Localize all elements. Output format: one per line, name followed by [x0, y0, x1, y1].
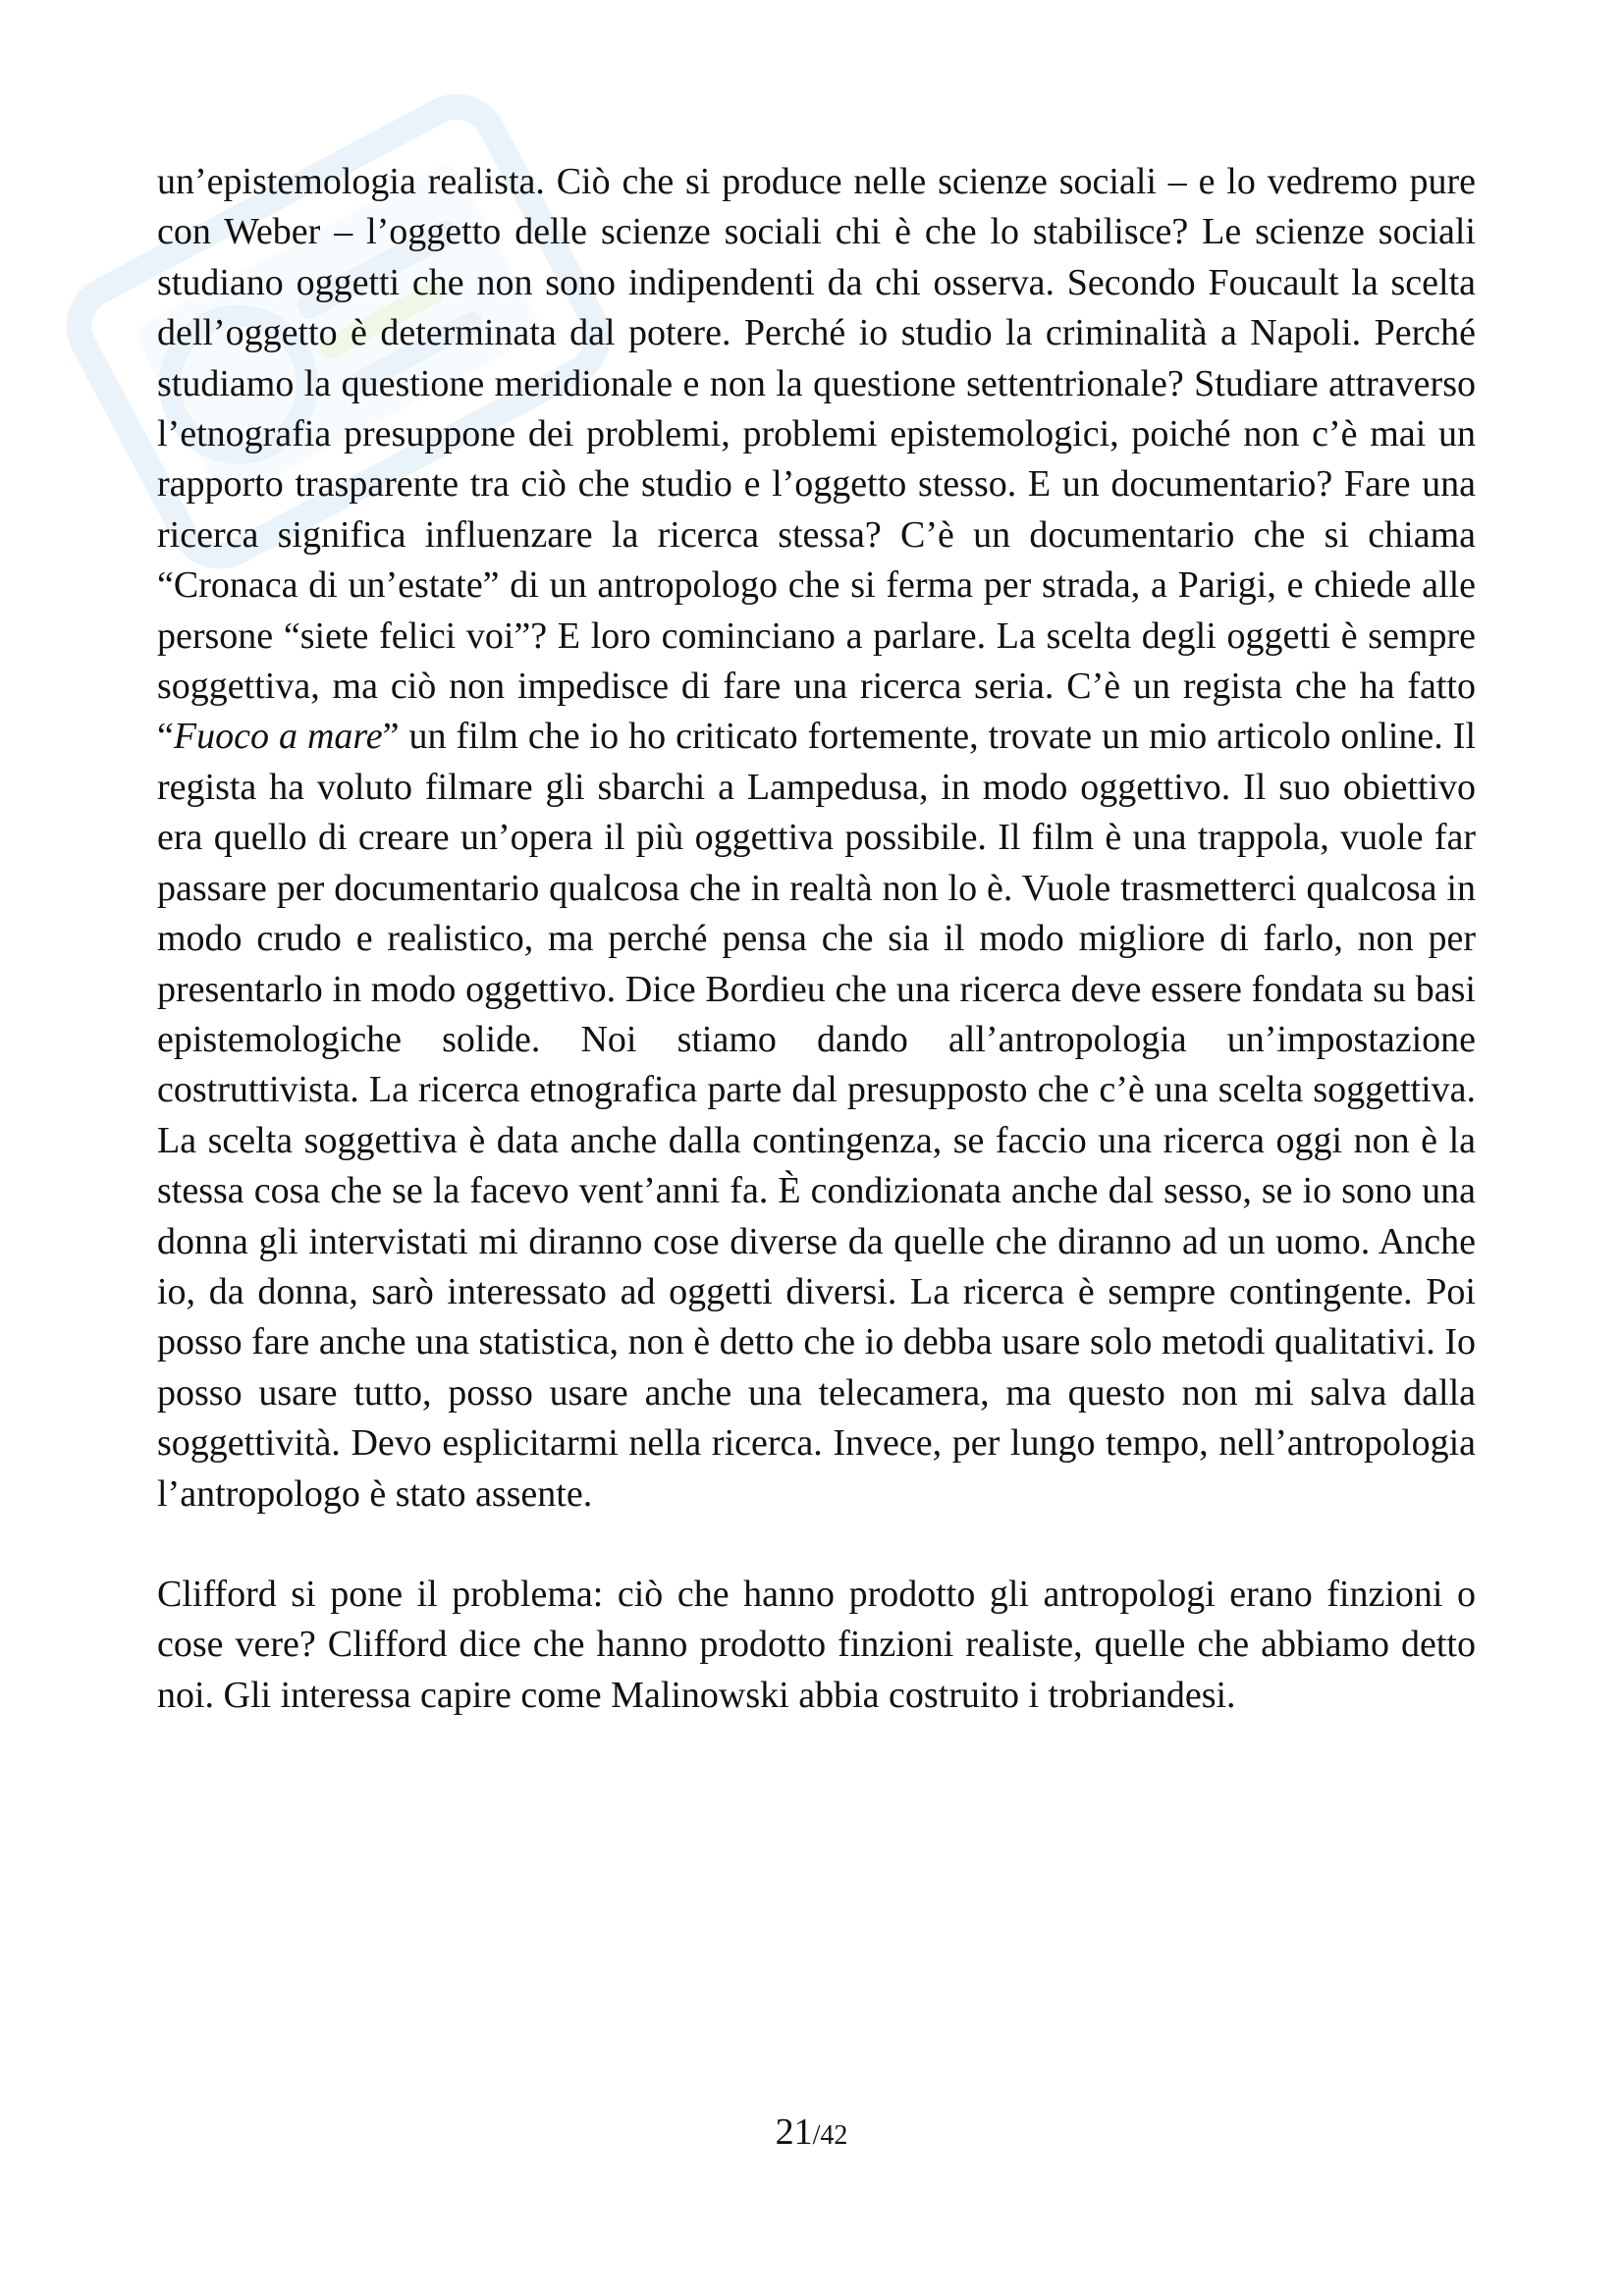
page-number: 21: [775, 2111, 813, 2153]
paragraph-text: un’epistemologia realista. Ciò che si produce nelle scienze sociali – e lo vedremo pure con Weber – l’oggetto delle scienze sociali chi è che lo stabilisce? Le scienze sociali studiano oggetti che non sono indipendenti da chi osserva. Secondo Foucault la scelta dell’oggetto è determinata dal potere. Perché io studio la criminalità a Napoli. Perché studiamo la questione meridionale e non la questione settentrionale? Studiare attraverso l’etnografia presuppone dei problemi, problemi epistemologici, poiché non c’è mai un rapporto trasparente tra ciò che studio e l’oggetto stesso. E un documentario? Fare una ricerca significa influenzare la ricerca stessa? C’è un documentario che si chiama “Cronaca di un’estate” di un antropologo che si ferma per strada, a Parigi, e chiede alle persone “siete felici voi”? E loro cominciano a parlare. La scelta degli oggetti è sempre soggettiva, ma ciò non impedisce di fare una ricerca seria. C’è un regista che ha fatto “: [157, 161, 1476, 758]
paragraph-text: ” un film che io ho criticato fortemente, trovate un mio articolo online. Il regista ha voluto filmare gli sbarchi a Lampedusa, in modo oggettivo. Il suo obiettivo era quello di creare un’opera il più oggettiva possibile. Il film è una trappola, vuole far passare per documentario qualcosa che in realtà non lo è. Vuole trasmetterci qualcosa in modo crudo e realistico, ma perché pensa che sia il modo migliore di farlo, non per presentarlo in modo oggettivo. Dice Bordieu che una ricerca deve essere fondata su basi epistemologiche solide. Noi stiamo dando all’antropologia un’impostazione costruttivista. La ricerca etnografica parte dal presupposto che c’è una scelta soggettiva. La scelta soggettiva è data anche dalla contingenza, se faccio una ricerca oggi non è la stessa cosa che se la facevo vent’anni fa. È condizionata anche dal sesso, se io sono una donna gli intervistati mi diranno cose diverse da quelle che diranno ad un uomo. Anche io, da donna, sarò interessato ad oggetti diversi. La ricerca è sempre contingente. Poi posso fare anche una statistica, non è detto che io debba usare solo metodi qualitativi. Io posso usare tutto, posso usare anche una telecamera, ma questo non mi salva dalla soggettività. Devo esplicitarmi nella ricerca. Invece, per lungo tempo, nell’antropologia l’antropologo è stato assente.: [157, 716, 1477, 1515]
body-paragraph: [157, 157, 1476, 1520]
body-paragraph: Clifford si pone il problema: ciò che hanno prodotto gli antropologi erano finzioni o cose vere? Clifford dice che hanno prodotto finzioni realiste, quelle che abbiamo detto noi. Gli interessa capire come Malinowski abbia costruito i trobriandesi.: [157, 1573, 1476, 1716]
document-body: [157, 157, 1476, 1721]
page-footer: [0, 2110, 1623, 2154]
page-total: /42: [812, 2120, 848, 2151]
film-title: Fuoco a mare: [173, 716, 383, 758]
